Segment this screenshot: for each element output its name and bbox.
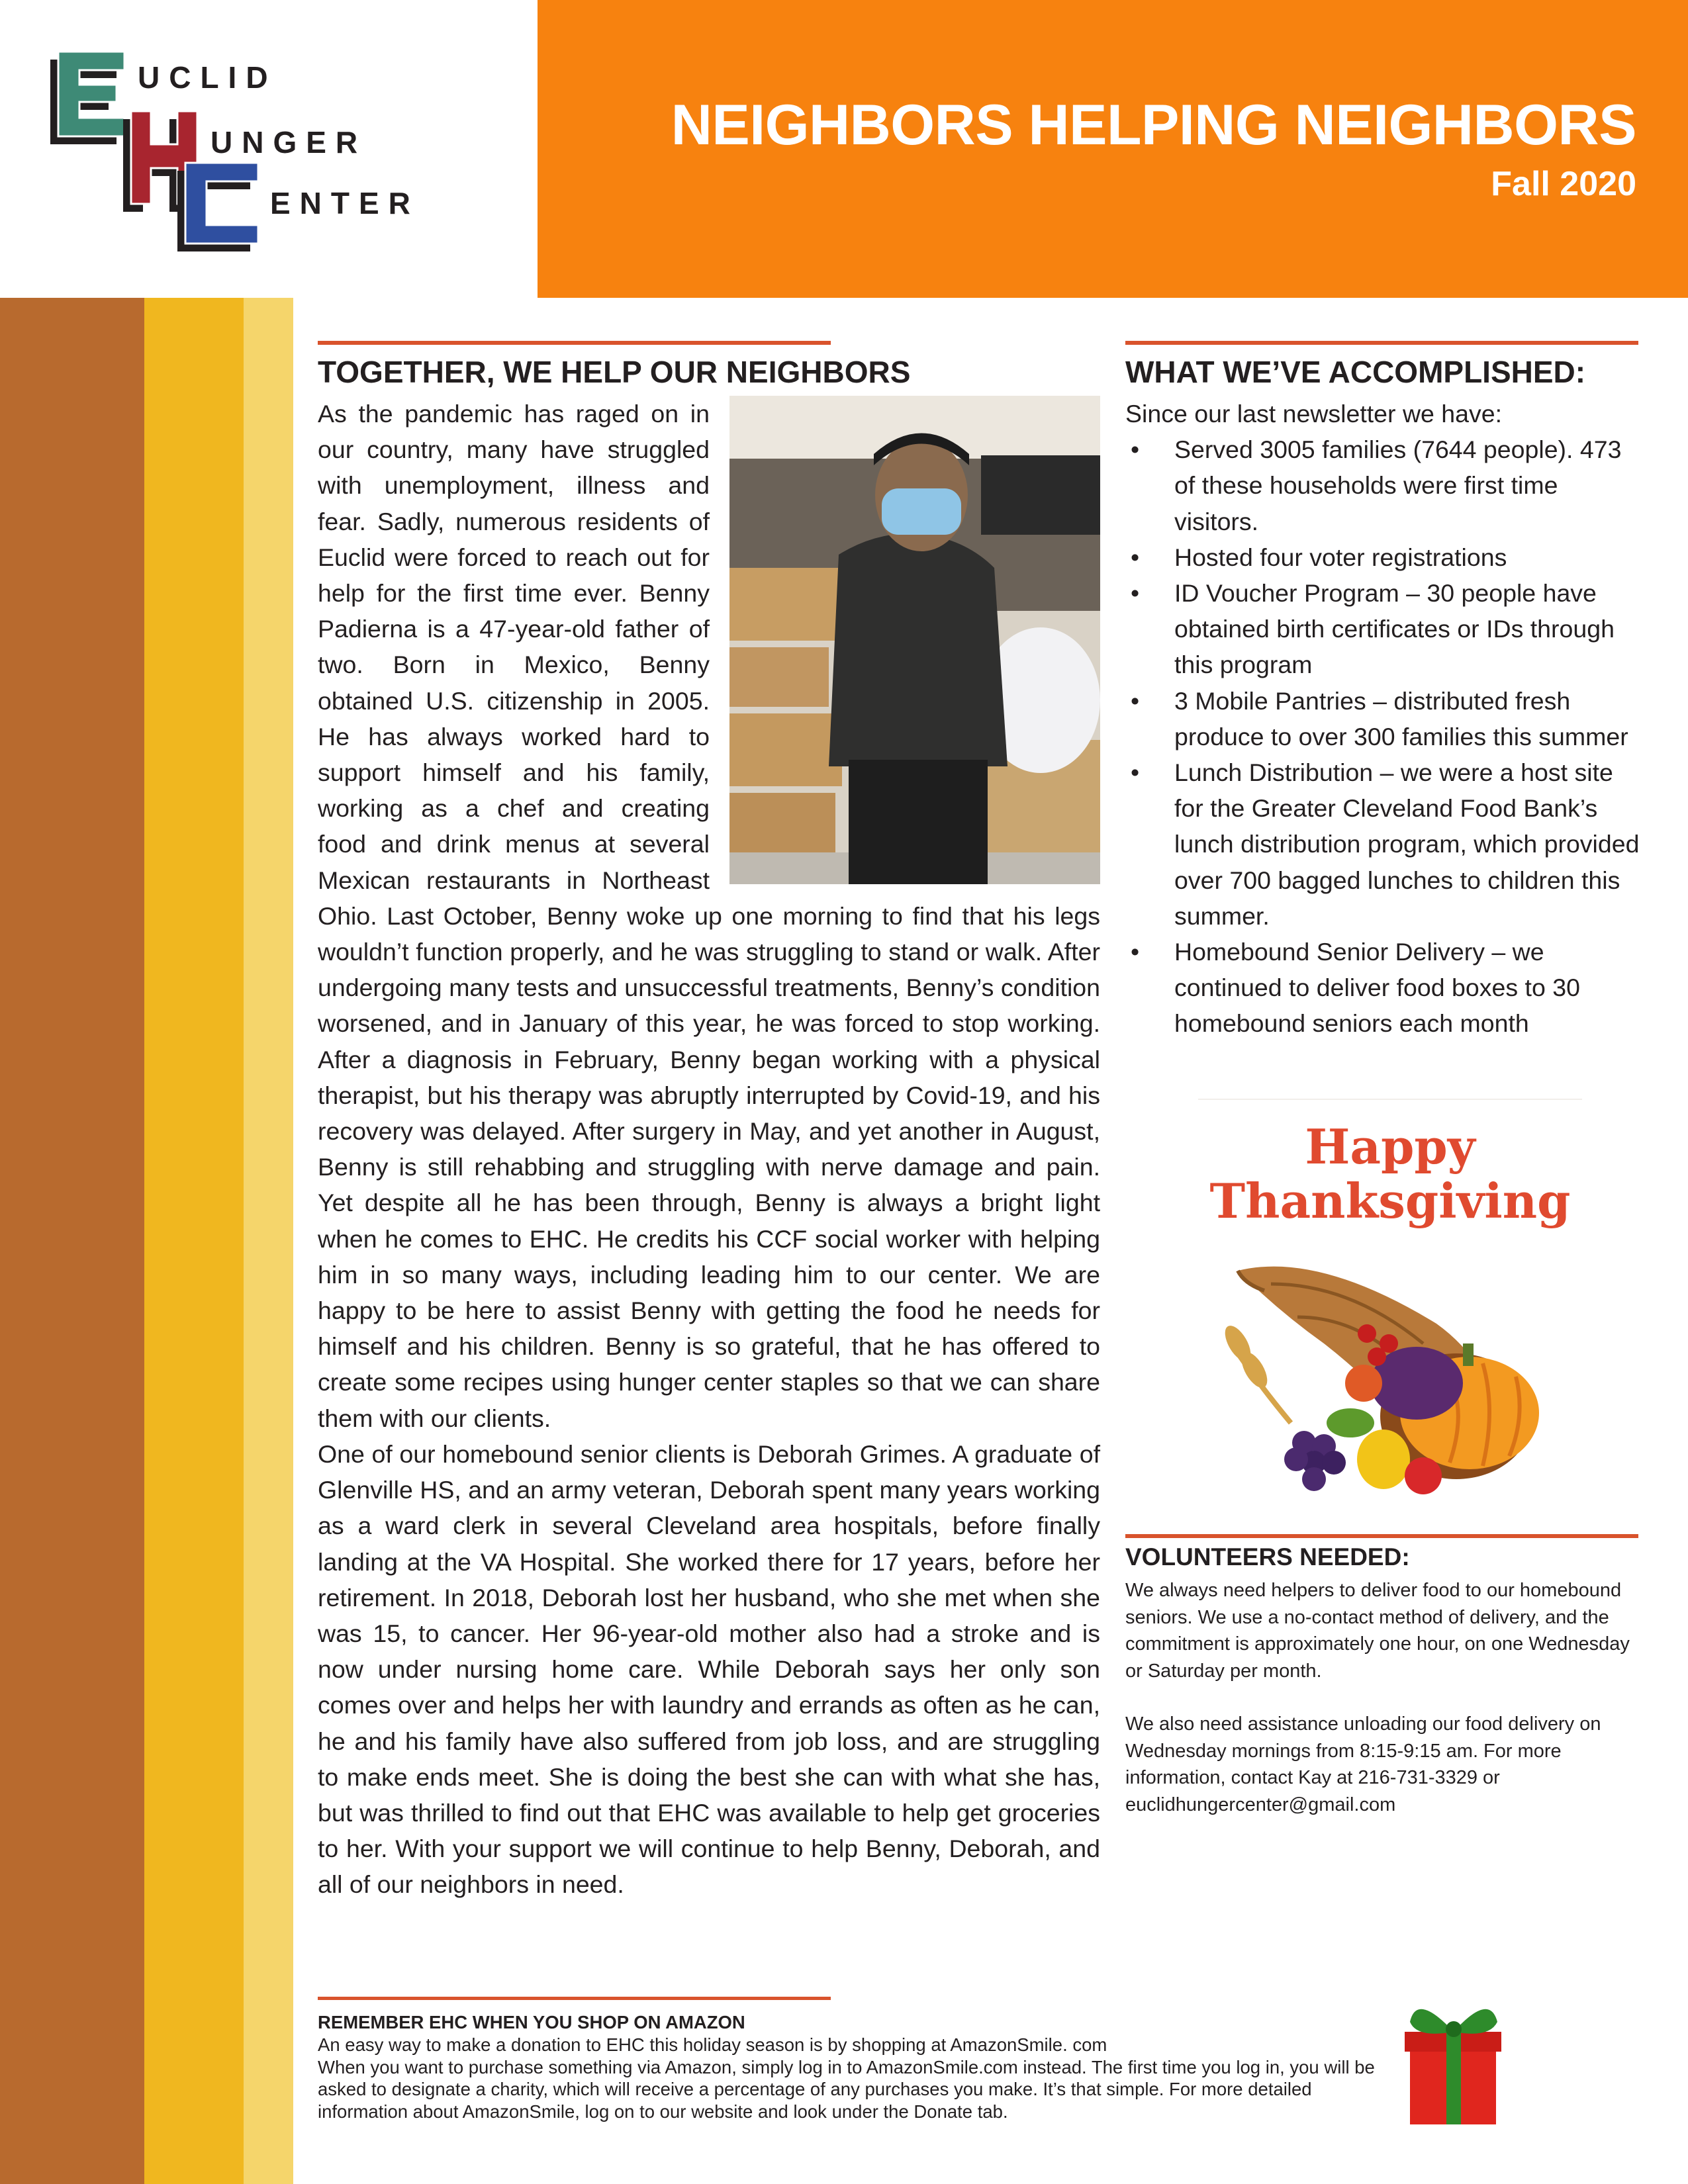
amazon-body [318,2034,1387,2122]
accomplishments-list [1125,432,1648,1041]
thanksgiving-line-1: Happy [1305,1118,1476,1175]
amazon-line-1: An easy way to make a donation to EHC this holiday season is by shopping at AmazonSmile. com [318,2034,1107,2055]
logo-word-euclid: UCLID [138,60,277,95]
volunteers-rule [1125,1534,1638,1538]
main-article-paragraph-1: As the pandemic has raged on in our country, many have struggled with unemployment, illness and fear. Sadly, numerous residents of Euclid were forced to reach out for help for the first time ever. Benny Padierna is a 47-year-old father of two. Born in Mexico, Benny obtained U.S. citizenship in 2005. He has always worked hard to support himself and his family, working as a chef and creating food and drink menus at several Mexican restaurants in Northeast Ohio. Last October, Benny woke up one morning to find that his legs wouldn’t function properly, and he was struggling to stand or walk. After undergoing many tests and unsuccessful treatments, Benny’s condition worsened, and in January of this year, he was forced to stop working. After a diagnosis in February, Benny began working with a physical therapist, but his therapy was abruptly interrupted by Covid-19, and his recovery was delayed. After surgery in May, and yet another in August, Benny is still rehabbing and struggling with nerve damage and pain. Yet despite all he has been through, Benny is always a bright light when he comes to EHC. He credits his CCF social worker with helping him in so many ways, including leading him to our center. We are happy to be here to assist Benny with getting the food he needs for himself and his children. Benny is so grateful, that he has offered to create some recipes using hunger center staples so that we can share them with our clients. [318,396,1100,1436]
list-item: • Lunch Distribution – we were a host site for the Greater Cleveland Food Bank’s lunch distribution program, which provided over 700 bagged lunches to children this summer. [1125,754,1648,934]
list-item: • Hosted four voter registrations [1125,539,1648,575]
volunteers-paragraph-2: We also need assistance unloading our food delivery on Wednesday mornings from 8:15-9:15 am. For more information, contact Kay at 216-731-3329 or euclidhungercenter@gmail.com [1125,1713,1601,1815]
main-article-heading: TOGETHER, WE HELP OUR NEIGHBORS [318,355,911,389]
volunteers-heading: VOLUNTEERS NEEDED: [1125,1543,1410,1570]
main-article-body [318,396,1100,1903]
list-item: • ID Voucher Program – 30 people have obtained birth certificates or IDs through this program [1125,575,1648,683]
newsletter-title: NEIGHBORS HELPING NEIGHBORS [671,93,1636,157]
decorative-stripe-gold [144,298,244,2184]
cornucopia-icon [1218,1244,1562,1502]
benny-photo [729,396,1100,884]
logo-letter-c [177,163,258,251]
gift-icon [1390,1985,1516,2131]
accomplishments-rule [1125,341,1638,345]
volunteers-paragraph-1: We always need helpers to deliver food to our homebound seniors. We use a no-contact method of delivery, and the commitment is approximately one hour, on one Wednesday or Saturday per month. [1125,1580,1630,1682]
decorative-stripe-rust [0,298,144,2184]
amazon-rule [318,1997,831,2000]
header-banner [538,0,1688,298]
volunteers-body [1125,1577,1638,1818]
thanksgiving-line-2: Thanksgiving [1209,1173,1571,1229]
amazon-paragraph: When you want to purchase something via Amazon, simply log in to AmazonSmile.com instead. The first time you log in, you will be asked to designate a charity, which will receive a percentage of any purchases you make. It’s that simple. For more detailed information about AmazonSmile, log on to our website and look under the Donate tab. [318,2056,1375,2122]
list-item: • Served 3005 families (7644 people). 473 of these households were first time visitors. [1125,432,1648,539]
main-article-paragraph-2: One of our homebound senior clients is Deborah Grimes. A graduate of Glenville HS, and an army veteran, Deborah spent many years working as a ward clerk in several Cleveland area hospitals, before finally landing at the VA Hospital. She worked there for 17 years, before her retirement. In 2018, Deborah lost her husband, who she met when she was 15, to cancer. Her 96-year-old mother also had a stroke and is now under nursing home care. While Deborah says her only son comes over and helps her with laundry and errands as often as he can, he and his family have also suffered from job loss, and are struggling to make ends meet. She is doing the best she can with what she has, but was thrilled to find out that EHC was available to help get groceries to her. With your support we will continue to help Benny, Deborah, and all of our neighbors in need. [318,1439,1100,1899]
logo-word-center: ENTER [270,186,420,220]
thanksgiving-divider [1198,1099,1582,1100]
decorative-stripe-pale-gold [244,298,293,2184]
logo-word-hunger: UNGER [211,125,367,159]
newsletter-season: Fall 2020 [1491,165,1636,203]
euclid-hunger-center-logo [45,46,502,258]
logo-letter-e [50,52,124,144]
main-article-rule [318,341,831,345]
list-item: • 3 Mobile Pantries – distributed fresh produce to over 300 families this summer [1125,683,1648,754]
accomplishments-intro: Since our last newsletter we have: [1125,400,1503,428]
amazon-heading: REMEMBER EHC WHEN YOU SHOP ON AMAZON [318,2012,745,2032]
accomplishments-heading: WHAT WE’VE ACCOMPLISHED: [1125,355,1586,389]
accomplishments-body [1125,396,1648,1042]
list-item: • Homebound Senior Delivery – we continued to deliver food boxes to 30 homebound seniors each month [1125,934,1648,1042]
